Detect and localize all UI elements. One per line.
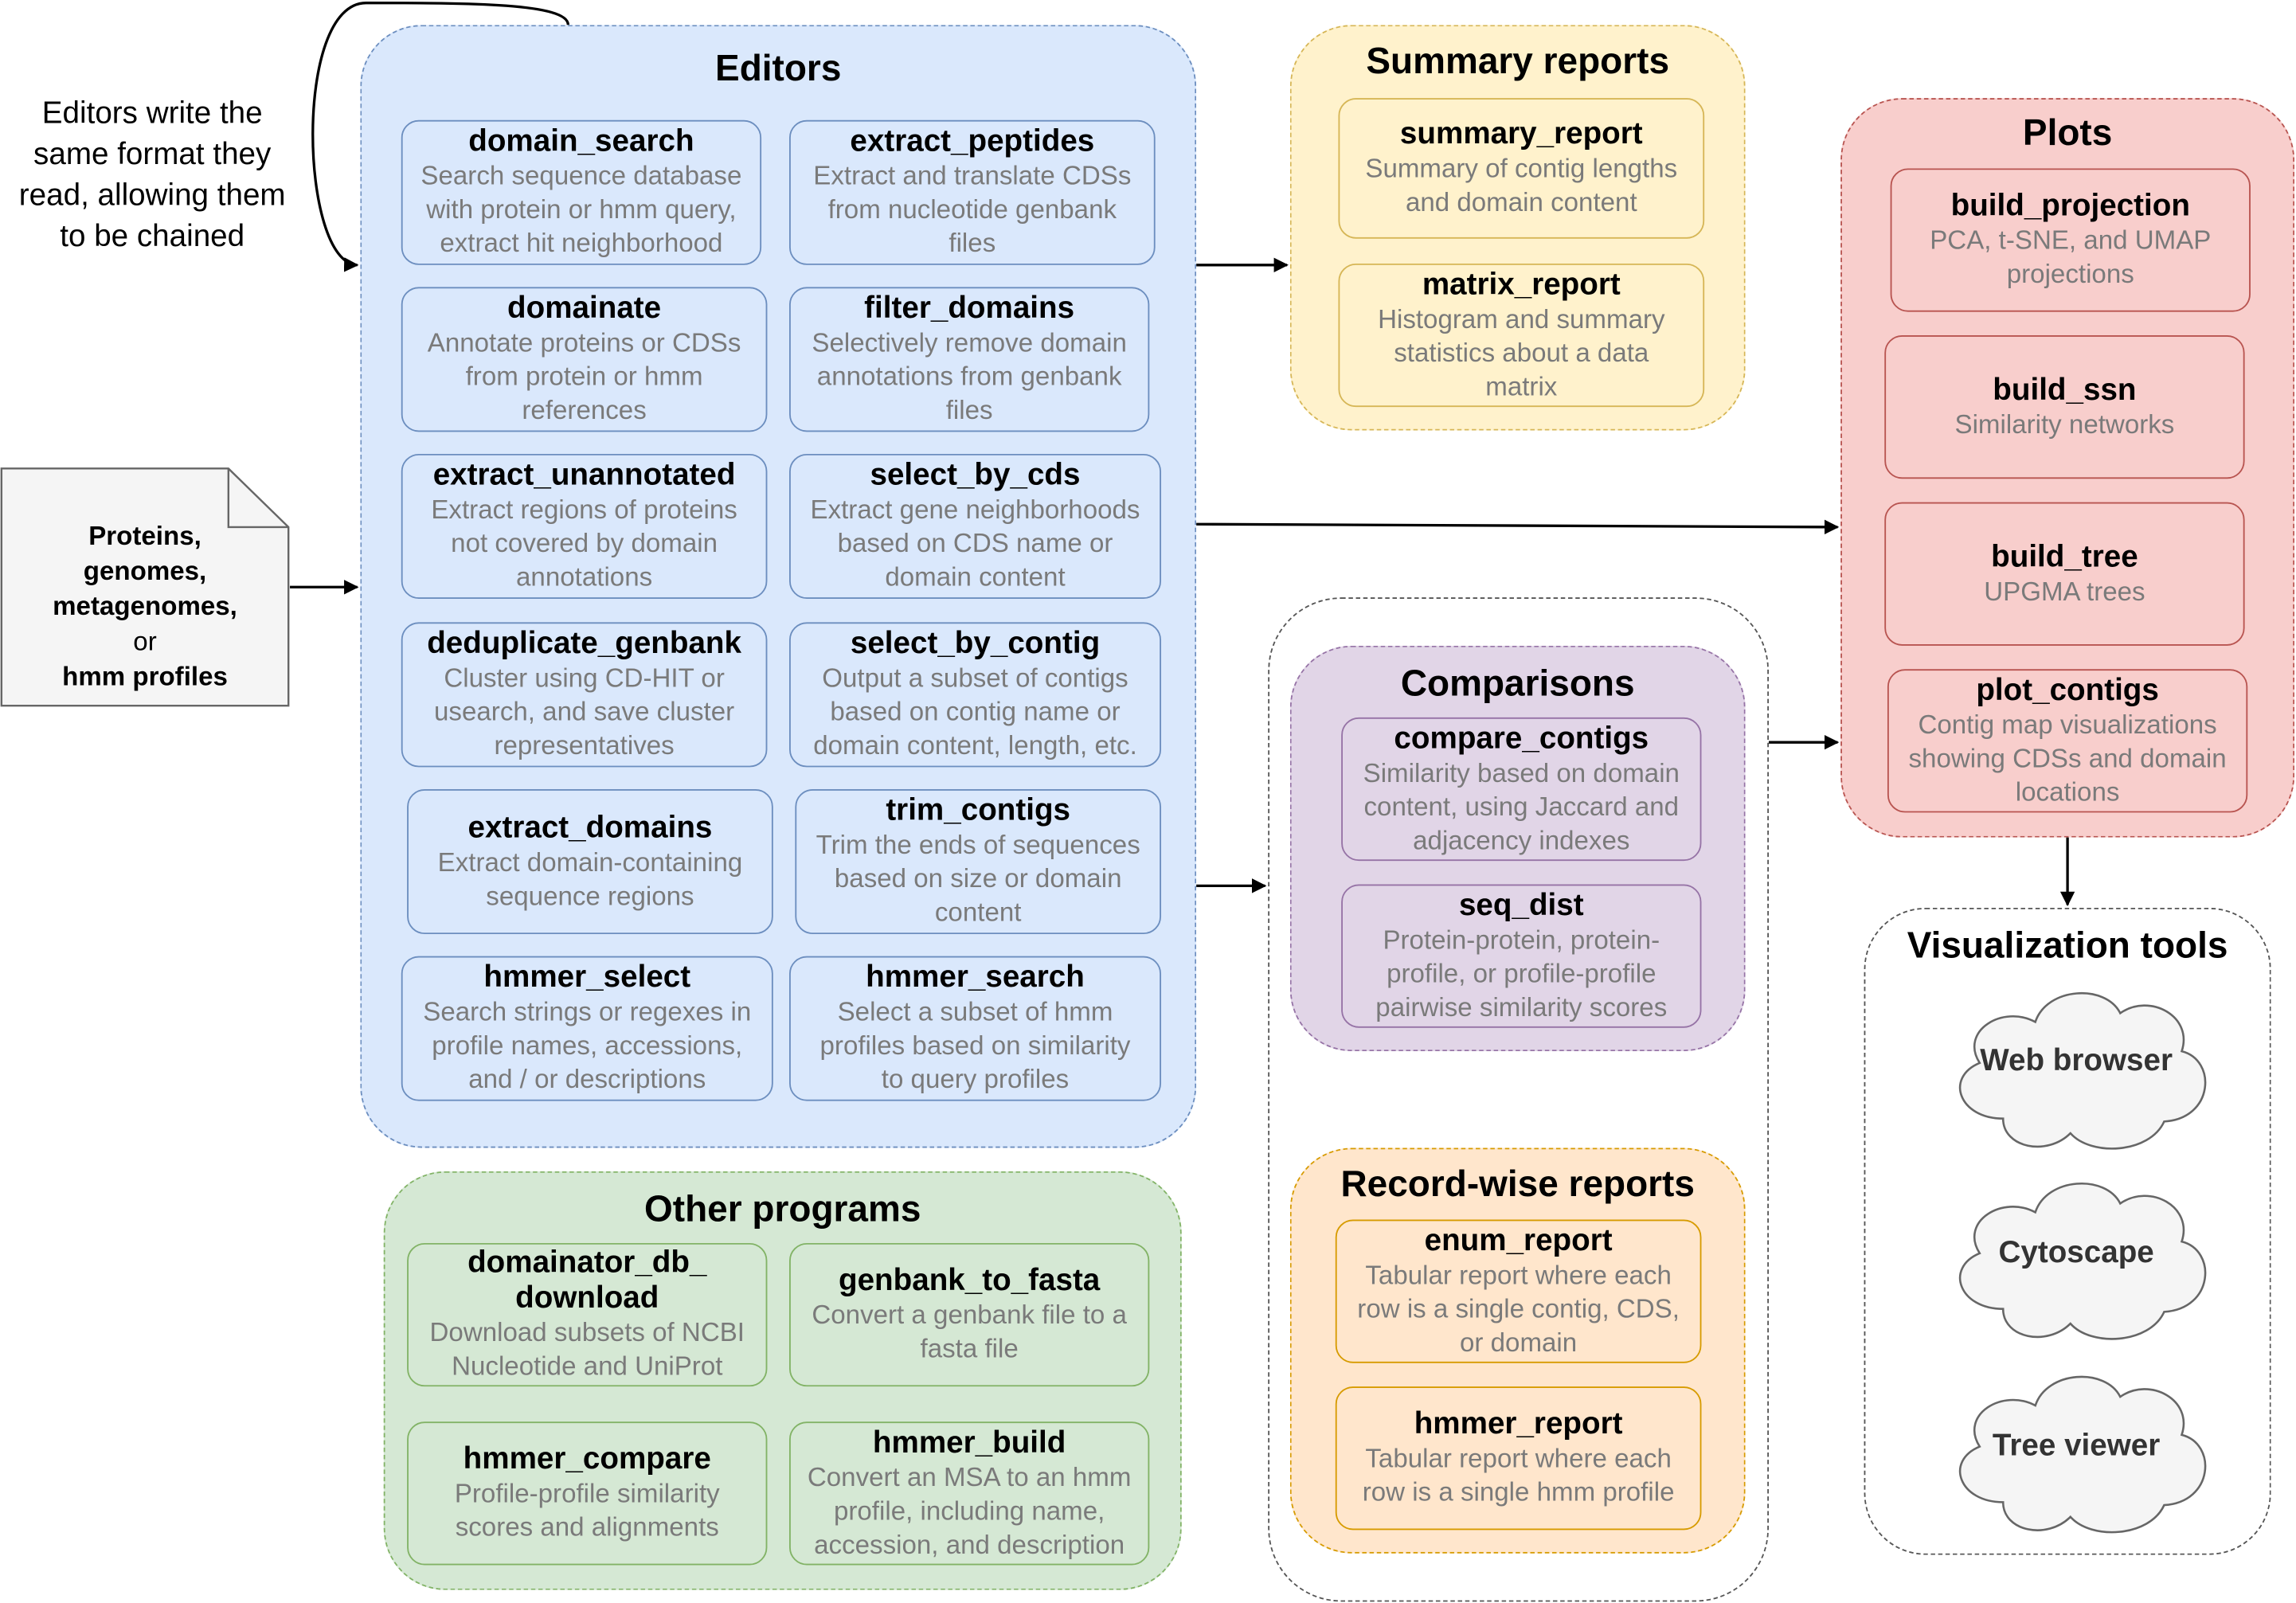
- tool-box-hmmer-report[interactable]: [1336, 1386, 1702, 1530]
- vis-tool-tree-viewer: Tree viewer: [1992, 1429, 2161, 1463]
- tool-box-hmmer-select[interactable]: [401, 956, 773, 1101]
- tool-box-select-by-cds[interactable]: [789, 454, 1161, 599]
- tool-desc: content: [934, 897, 1022, 927]
- tool-name: hmmer_report: [1414, 1406, 1623, 1441]
- tool-desc: Output a subset of contigs: [822, 663, 1128, 693]
- tool-box-hmmer-compare[interactable]: [407, 1421, 767, 1565]
- tool-desc: Similarity based on domain: [1363, 757, 1680, 788]
- vis-tool-cytoscape: Cytoscape: [1998, 1235, 2154, 1270]
- tool-box-hmmer-build[interactable]: [789, 1421, 1149, 1565]
- tool-name: select_by_cds: [870, 458, 1081, 492]
- tool-desc: Search sequence database: [420, 161, 742, 191]
- tool-name: hmmer_search: [866, 960, 1085, 995]
- tool-desc: files: [949, 228, 996, 258]
- note-line: read, allowing them: [18, 178, 286, 213]
- tool-desc: scores and alignments: [455, 1512, 719, 1542]
- record-reports-title: Record-wise reports: [1340, 1163, 1695, 1206]
- tool-name: trim_contigs: [886, 793, 1071, 827]
- plots-title: Plots: [2022, 112, 2113, 154]
- tool-desc: row is a single hmm profile: [1362, 1477, 1675, 1507]
- tool-name: filter_domains: [864, 291, 1075, 326]
- editors-title: Editors: [715, 48, 842, 90]
- input-line: hmm profiles: [62, 662, 228, 691]
- tool-desc: accession, and description: [814, 1529, 1125, 1559]
- tool-desc: representatives: [494, 730, 675, 760]
- tool-box-deduplicate-genbank[interactable]: [401, 622, 768, 767]
- tool-desc: or domain: [1460, 1327, 1578, 1357]
- tool-desc: not covered by domain: [451, 528, 718, 558]
- tool-desc: from protein or hmm: [465, 362, 703, 391]
- tool-desc: and domain content: [1405, 187, 1637, 217]
- tool-desc: Nucleotide and UniProt: [452, 1351, 723, 1381]
- tool-box-domainate[interactable]: [401, 287, 768, 432]
- note-line: Editors write the: [41, 96, 263, 131]
- tool-box-filter-domains[interactable]: [789, 287, 1149, 432]
- tool-desc: based on CDS name or: [837, 528, 1113, 558]
- tool-desc: row is a single contig, CDS,: [1357, 1293, 1680, 1323]
- tool-desc: Convert a genbank file to a: [812, 1300, 1127, 1330]
- tool-desc: Trim the ends of sequences: [816, 830, 1140, 860]
- tool-desc: UPGMA trees: [1984, 576, 2145, 606]
- input-line: genomes,: [83, 556, 207, 586]
- tool-desc: Tabular report where each: [1365, 1260, 1672, 1289]
- tool-box-domainator-db-download[interactable]: [407, 1243, 767, 1386]
- tool-name: summary_report: [1399, 117, 1643, 151]
- tool-desc: Download subsets of NCBI: [429, 1317, 745, 1347]
- tool-box-trim-contigs[interactable]: [795, 789, 1161, 934]
- tool-desc: Profile-profile similarity: [454, 1478, 720, 1508]
- tool-box-extract-domains[interactable]: [407, 789, 773, 934]
- tool-box-genbank-to-fasta[interactable]: [789, 1243, 1149, 1386]
- tool-desc: pairwise similarity scores: [1375, 991, 1668, 1022]
- tool-desc: domain content, length, etc.: [813, 730, 1137, 760]
- tool-name: extract_peptides: [850, 124, 1095, 158]
- tool-desc: adjacency indexes: [1413, 825, 1630, 854]
- tool-name: build_projection: [1950, 189, 2190, 223]
- tool-desc: based on contig name or: [830, 697, 1121, 726]
- tool-name: seq_dist: [1458, 888, 1584, 922]
- tool-desc: annotations: [516, 562, 653, 592]
- tool-box-compare-contigs[interactable]: [1341, 717, 1701, 861]
- tool-desc: and / or descriptions: [468, 1064, 706, 1094]
- tool-name: build_ssn: [1993, 372, 2137, 407]
- tool-desc: profiles based on similarity: [819, 1030, 1131, 1061]
- tool-desc: Annotate proteins or CDSs: [427, 327, 741, 358]
- tool-box-matrix-report[interactable]: [1338, 264, 1704, 407]
- tool-desc: PCA, t-SNE, and UMAP: [1930, 225, 2212, 255]
- tool-desc: Extract gene neighborhoods: [810, 495, 1140, 525]
- tool-box-summary-report[interactable]: [1338, 98, 1704, 239]
- tool-name: compare_contigs: [1394, 721, 1649, 755]
- tool-name: deduplicate_genbank: [427, 626, 741, 661]
- tool-desc: extract hit neighborhood: [440, 228, 723, 258]
- tool-desc: projections: [2006, 259, 2134, 289]
- tool-desc: Select a subset of hmm: [837, 997, 1113, 1026]
- tool-name: hmmer_select: [483, 960, 691, 995]
- tool-name: build_tree: [1991, 539, 2138, 573]
- tool-desc: Search strings or regexes in: [423, 997, 752, 1026]
- tool-name: extract_unannotated: [432, 458, 736, 492]
- arrow-editors-to-plots: [1196, 524, 1837, 527]
- tool-desc: profile, including name,: [833, 1495, 1105, 1525]
- tool-desc: domain content: [885, 562, 1066, 592]
- tool-desc: Protein-protein, protein-: [1383, 925, 1660, 954]
- tool-box-build-tree[interactable]: [1884, 502, 2244, 646]
- tool-name: select_by_contig: [850, 626, 1101, 661]
- tool-name: matrix_report: [1422, 267, 1621, 301]
- tool-name: domainator_db_: [467, 1245, 707, 1280]
- tool-desc: usearch, and save cluster: [434, 697, 735, 726]
- other-programs-title: Other programs: [644, 1188, 921, 1230]
- tool-desc: Selectively remove domain: [812, 327, 1127, 358]
- input-line: Proteins,: [88, 521, 201, 551]
- tool-desc: profile, or profile-profile: [1387, 958, 1656, 988]
- tool-desc: locations: [2015, 776, 2120, 807]
- tool-desc: Histogram and summary: [1378, 303, 1665, 334]
- tool-box-extract-unannotated[interactable]: [401, 454, 768, 599]
- tool-desc: sequence regions: [486, 880, 694, 910]
- tool-desc: statistics about a data: [1394, 337, 1649, 367]
- tool-desc: showing CDSs and domain: [1908, 743, 2227, 772]
- tool-desc: Summary of contig lengths: [1365, 154, 1678, 183]
- tool-desc: from nucleotide genbank: [827, 194, 1117, 225]
- tool-box-build-projection[interactable]: [1891, 168, 2251, 311]
- summary-reports-title: Summary reports: [1366, 41, 1670, 82]
- tool-name: extract_domains: [467, 810, 713, 844]
- tool-name: hmmer_build: [872, 1425, 1066, 1460]
- tool-desc: Tabular report where each: [1365, 1443, 1672, 1473]
- tool-box-hmmer-search[interactable]: [789, 956, 1161, 1101]
- tool-desc: Convert an MSA to an hmm: [807, 1461, 1132, 1492]
- tool-box-plot-contigs[interactable]: [1887, 669, 2247, 812]
- tool-box-build-ssn[interactable]: [1884, 335, 2244, 479]
- tool-desc: Cluster using CD-HIT or: [444, 663, 725, 693]
- tool-desc: Contig map visualizations: [1918, 709, 2217, 739]
- tool-desc: fasta file: [920, 1333, 1019, 1363]
- tool-name: plot_contigs: [1976, 672, 2159, 707]
- tool-box-select-by-contig[interactable]: [789, 622, 1161, 767]
- tool-box-enum-report[interactable]: [1336, 1220, 1702, 1363]
- tool-name: domainate: [507, 291, 662, 326]
- tool-desc: Extract domain-containing: [437, 846, 743, 877]
- tool-desc: Similarity networks: [1954, 409, 2175, 439]
- input-line: or: [133, 626, 157, 656]
- tool-desc: references: [522, 395, 647, 425]
- tool-box-domain-search[interactable]: [401, 120, 761, 265]
- tool-desc: based on size or domain: [834, 863, 1122, 893]
- tool-desc: Extract regions of proteins: [431, 495, 737, 525]
- tool-name: enum_report: [1424, 1223, 1613, 1257]
- input-document-label: [0, 518, 290, 694]
- chaining-note: [0, 94, 304, 258]
- vis-tool-web-browser: Web browser: [1980, 1043, 2173, 1078]
- input-line: metagenomes,: [53, 591, 237, 621]
- tool-name: hmmer_compare: [463, 1442, 711, 1476]
- tool-desc: with protein or hmm query,: [426, 194, 737, 225]
- tool-desc: content, using Jaccard and: [1363, 791, 1680, 821]
- tool-name: download: [515, 1280, 659, 1316]
- tool-name: genbank_to_fasta: [839, 1263, 1101, 1297]
- note-line: same format they: [33, 137, 272, 172]
- tool-desc: files: [945, 395, 993, 425]
- tool-box-seq-dist[interactable]: [1341, 885, 1701, 1028]
- tool-desc: Extract and translate CDSs: [813, 161, 1132, 191]
- comparisons-title: Comparisons: [1400, 663, 1635, 705]
- visualization-tools-title: Visualization tools: [1907, 925, 2228, 967]
- tool-desc: profile names, accessions,: [432, 1030, 743, 1061]
- tool-desc: matrix: [1485, 371, 1558, 401]
- tool-box-extract-peptides[interactable]: [789, 120, 1156, 265]
- note-line: to be chained: [60, 219, 245, 254]
- tool-desc: annotations from genbank: [816, 362, 1122, 391]
- tool-name: domain_search: [468, 124, 694, 158]
- tool-desc: to query profiles: [881, 1064, 1070, 1094]
